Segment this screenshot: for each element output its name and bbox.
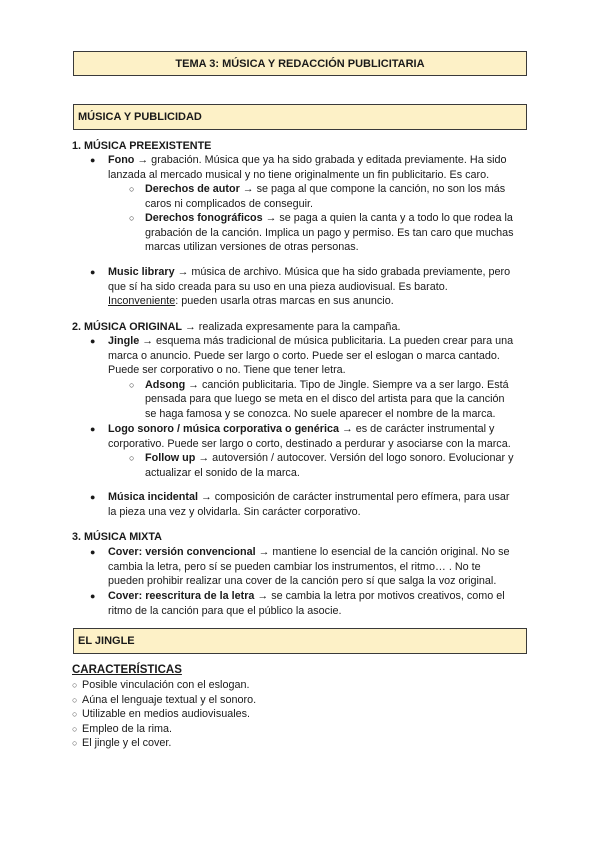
fono-text: lanzada al mercado musical y no tiene originalmente un fin publicitario. Es caro. — [108, 169, 490, 181]
jingle-item: Jingle → esquema más tradicional de música publicitaria. La pueden crear para una — [108, 335, 514, 347]
bullet-icon: ● — [90, 336, 96, 346]
follow-up-item: Follow up → autoversión / autocover. Versión del logo sonoro. Evolucionar y — [145, 452, 514, 464]
adsong-text: pensada para que luego se meta en el disco del artista para que la canción — [145, 393, 505, 405]
bullet-icon: ● — [90, 424, 96, 434]
cover-reescritura-item: Cover: reescritura de la letra → se cambia la letra por motivos creativos, como el — [108, 590, 505, 602]
jingle-text: marca o anuncio. Puede ser largo o corto. Puede ser el eslogan o marca cantado. — [108, 350, 500, 362]
bullet-icon: ● — [90, 492, 96, 502]
caracteristica-item: Posible vinculación con el eslogan. — [82, 679, 250, 691]
caracteristica-item: Utilizable en medios audiovisuales. — [82, 708, 251, 720]
caracteristica-item: Aúna el lenguaje textual y el sonoro. — [82, 694, 257, 706]
follow-up-text: actualizar el sonido de la marca. — [145, 467, 300, 479]
inconveniente-text: Inconveniente: pueden usarla otras marcas en sus anuncio. — [108, 295, 394, 307]
bullet-icon: ● — [90, 547, 96, 557]
musica-incidental-text: la pieza una vez y olvidarla. Sin carácter corporativo. — [108, 506, 361, 518]
derechos-autor-item: Derechos de autor → se paga al que compone la canción, no son los más — [145, 183, 506, 195]
adsong-item: Adsong → canción publicitaria. Tipo de Jingle. Siempre va a ser largo. Está — [145, 379, 509, 391]
circle-bullet-icon: ○ — [129, 184, 135, 194]
cover-convencional-text: pueden prohibir realizar una cover de la canción pero sí que salga la voz original. — [108, 575, 497, 587]
jingle-text: Puede ser corporativo o no. Tiene que tener letra. — [108, 364, 346, 376]
caracteristica-item: Empleo de la rima. — [82, 723, 173, 735]
cover-reescritura-text: ritmo de la canción para que el público la asocie. — [108, 605, 342, 617]
heading-caracteristicas: CARACTERÍSTICAS — [72, 664, 182, 676]
circle-list-icon: ○ — [72, 724, 78, 734]
circle-bullet-icon: ○ — [129, 213, 135, 223]
circle-list-icon: ○ — [72, 709, 78, 719]
heading-musica-original: 2. MÚSICA ORIGINAL → realizada expresamente para la campaña. — [72, 321, 401, 333]
circle-list-icon: ○ — [72, 738, 78, 748]
music-library-text: que sí ha sido creada para su uso en una pieza audiovisual. Es barato. — [108, 281, 448, 293]
derechos-autor-text: caros ni complicados de conseguir. — [145, 198, 314, 210]
heading-musica-preexistente: 1. MÚSICA PREEXISTENTE — [72, 140, 212, 152]
circle-list-icon: ○ — [72, 695, 78, 705]
circle-bullet-icon: ○ — [129, 453, 135, 463]
bullet-icon: ● — [90, 267, 96, 277]
section-heading-musica-publicidad: MÚSICA Y PUBLICIDAD — [73, 104, 527, 130]
logo-sonoro-item: Logo sonoro / música corporativa o genérica → es de carácter instrumental y — [108, 423, 495, 435]
music-library-item: Music library → música de archivo. Música que ha sido grabada previamente, pero — [108, 266, 511, 278]
derechos-fonograficos-item: Derechos fonográficos → se paga a quien la canta y a todo lo que rodea la — [145, 212, 513, 224]
document-title: TEMA 3: MÚSICA Y REDACCIÓN PUBLICITARIA — [73, 51, 527, 76]
cover-convencional-item: Cover: versión convencional → mantiene lo esencial de la canción original. No se — [108, 546, 510, 558]
derechos-fonograficos-text: marcas utilizan versiones de otras personas. — [145, 241, 359, 253]
caracteristica-item: El jingle y el cover. — [82, 737, 172, 749]
musica-incidental-item: Música incidental → composición de carácter instrumental pero efímera, para usar — [108, 491, 510, 503]
derechos-fonograficos-text: grabación de la canción. Implica un pago y permiso. Es tan caro que muchas — [145, 227, 514, 239]
circle-bullet-icon: ○ — [129, 380, 135, 390]
heading-musica-mixta: 3. MÚSICA MIXTA — [72, 531, 162, 543]
circle-list-icon: ○ — [72, 680, 78, 690]
cover-convencional-text: cambia la letra, pero sí se pueden cambiar los instrumentos, el ritmo… . No te — [108, 561, 481, 573]
logo-sonoro-text: corporativo. Puede ser largo o corto, destinado a perdurar y asociarse con la marca. — [108, 438, 511, 450]
bullet-icon: ● — [90, 155, 96, 165]
fono-item: Fono → grabación. Música que ya ha sido grabada y editada previamente. Ha sido — [108, 154, 507, 166]
bullet-icon: ● — [90, 591, 96, 601]
adsong-text: se haga famosa y se conozca. No suele aparecer el nombre de la marca. — [145, 408, 496, 420]
section-heading-el-jingle: EL JINGLE — [73, 628, 527, 654]
